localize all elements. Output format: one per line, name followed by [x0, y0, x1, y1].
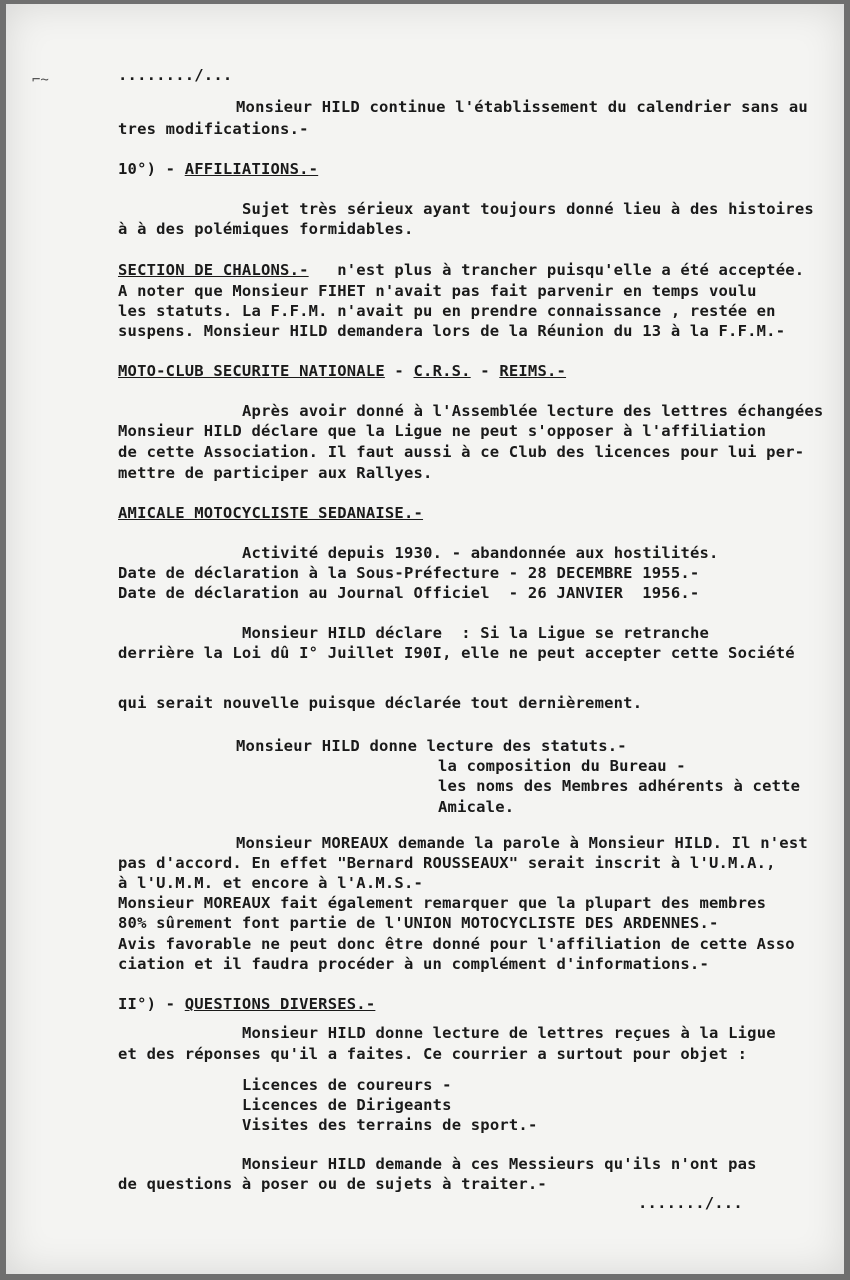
section-10-number: 10°) -	[118, 160, 185, 178]
heading-separator: -	[470, 362, 500, 380]
moreaux-line-5: 80% sûrement font partie de l'UNION MOTOCYCLISTE DES ARDENNES.-	[118, 914, 719, 932]
moto-club-title: MOTO-CLUB SECURITE NATIONALE	[118, 362, 385, 380]
journal-officiel-date-line: Date de déclaration au Journal Officiel - 26 JANVIER 1956.-	[118, 584, 700, 602]
moto-line-2: Monsieur HILD déclare que la Ligue ne peut s'opposer à l'affiliation	[118, 422, 767, 440]
moto-line-1: Après avoir donné à l'Assemblée lecture des lettres échangées	[242, 402, 824, 420]
moto-club-crs: C.R.S.	[413, 362, 471, 380]
questions-line-2: de questions à poser ou de sujets à traiter.-	[118, 1175, 547, 1193]
chalons-title: SECTION DE CHALONS.-	[118, 261, 309, 279]
moreaux-line-3: à l'U.M.M. et encore à l'A.M.S.-	[118, 874, 424, 892]
lecture-item-3: Amicale.	[438, 798, 515, 816]
loi-line-1: Monsieur HILD déclare : Si la Ligue se retranche	[242, 624, 710, 642]
chalons-line-2: les statuts. La F.F.M. n'avait pu en prendre connaissance , restée en	[118, 302, 776, 320]
bottom-continuation-marker: ......./...	[638, 1194, 743, 1212]
lecture-item-1: la composition du Bureau -	[438, 757, 686, 775]
moreaux-line-2: pas d'accord. En effet "Bernard ROUSSEAUX" serait inscrit à l'U.M.A.,	[118, 854, 776, 872]
chalons-line-3: suspens. Monsieur HILD demandera lors de la Réunion du 13 à la F.F.M.-	[118, 322, 786, 340]
chalons-heading	[118, 261, 804, 279]
moto-club-heading	[118, 362, 566, 380]
objet-item-3: Visites des terrains de sport.-	[242, 1116, 538, 1134]
amicale-title: AMICALE MOTOCYCLISTE SEDANAISE.-	[118, 504, 424, 522]
moto-line-4: mettre de participer aux Rallyes.	[118, 464, 433, 482]
prefecture-date-line: Date de déclaration à la Sous-Préfecture - 28 DECEMBRE 1955.-	[118, 564, 700, 582]
sujet-line-1: Sujet très sérieux ayant toujours donné lieu à des histoires	[242, 200, 814, 218]
moreaux-line-7: ciation et il faudra procéder à un complément d'informations.-	[118, 955, 709, 973]
intro-line-1: Monsieur HILD continue l'établissement du calendrier sans au	[236, 98, 808, 116]
top-continuation-marker: ......../...	[118, 66, 233, 84]
activite-line: Activité depuis 1930. - abandonnée aux hostilités.	[242, 544, 719, 562]
intro-line-2: tres modifications.-	[118, 120, 309, 138]
section-10-title: AFFILIATIONS.-	[184, 160, 319, 178]
section-11-heading	[118, 995, 375, 1013]
courrier-line-2: et des réponses qu'il a faites. Ce courrier a surtout pour objet :	[118, 1045, 748, 1063]
chalons-title-continuation: n'est plus à trancher puisqu'elle a été acceptée.	[308, 261, 805, 279]
margin-mark-icon: ⌐~	[32, 72, 49, 88]
document-page	[6, 4, 844, 1274]
lecture-statuts-line: Monsieur HILD donne lecture des statuts.-	[236, 737, 627, 755]
lecture-item-2: les noms des Membres adhérents à cette	[438, 777, 801, 795]
sujet-line-2: à à des polémiques formidables.	[118, 220, 414, 238]
section-11-title: QUESTIONS DIVERSES.-	[184, 995, 376, 1013]
objet-item-1: Licences de coureurs -	[242, 1076, 452, 1094]
moreaux-line-1: Monsieur MOREAUX demande la parole à Monsieur HILD. Il n'est	[236, 834, 808, 852]
section-10-heading	[118, 160, 318, 178]
moreaux-line-4: Monsieur MOREAUX fait également remarquer que la plupart des membres	[118, 894, 767, 912]
section-11-number: II°) -	[118, 995, 185, 1013]
moto-club-reims: REIMS.-	[499, 362, 567, 380]
moto-line-3: de cette Association. Il faut aussi à ce Club des licences pour lui per-	[118, 443, 805, 461]
chalons-line-1: A noter que Monsieur FIHET n'avait pas fait parvenir en temps voulu	[118, 282, 757, 300]
amicale-heading	[118, 504, 423, 522]
questions-line-1: Monsieur HILD demande à ces Messieurs qu'ils n'ont pas	[242, 1155, 757, 1173]
loi-line-2: derrière la Loi dû I° Juillet I90I, elle ne peut accepter cette Société	[118, 644, 795, 662]
objet-item-2: Licences de Dirigeants	[242, 1096, 452, 1114]
loi-line-3: qui serait nouvelle puisque déclarée tout dernièrement.	[118, 694, 643, 712]
moreaux-line-6: Avis favorable ne peut donc être donné pour l'affiliation de cette Asso	[118, 935, 795, 953]
heading-separator: -	[384, 362, 414, 380]
courrier-line-1: Monsieur HILD donne lecture de lettres reçues à la Ligue	[242, 1024, 776, 1042]
